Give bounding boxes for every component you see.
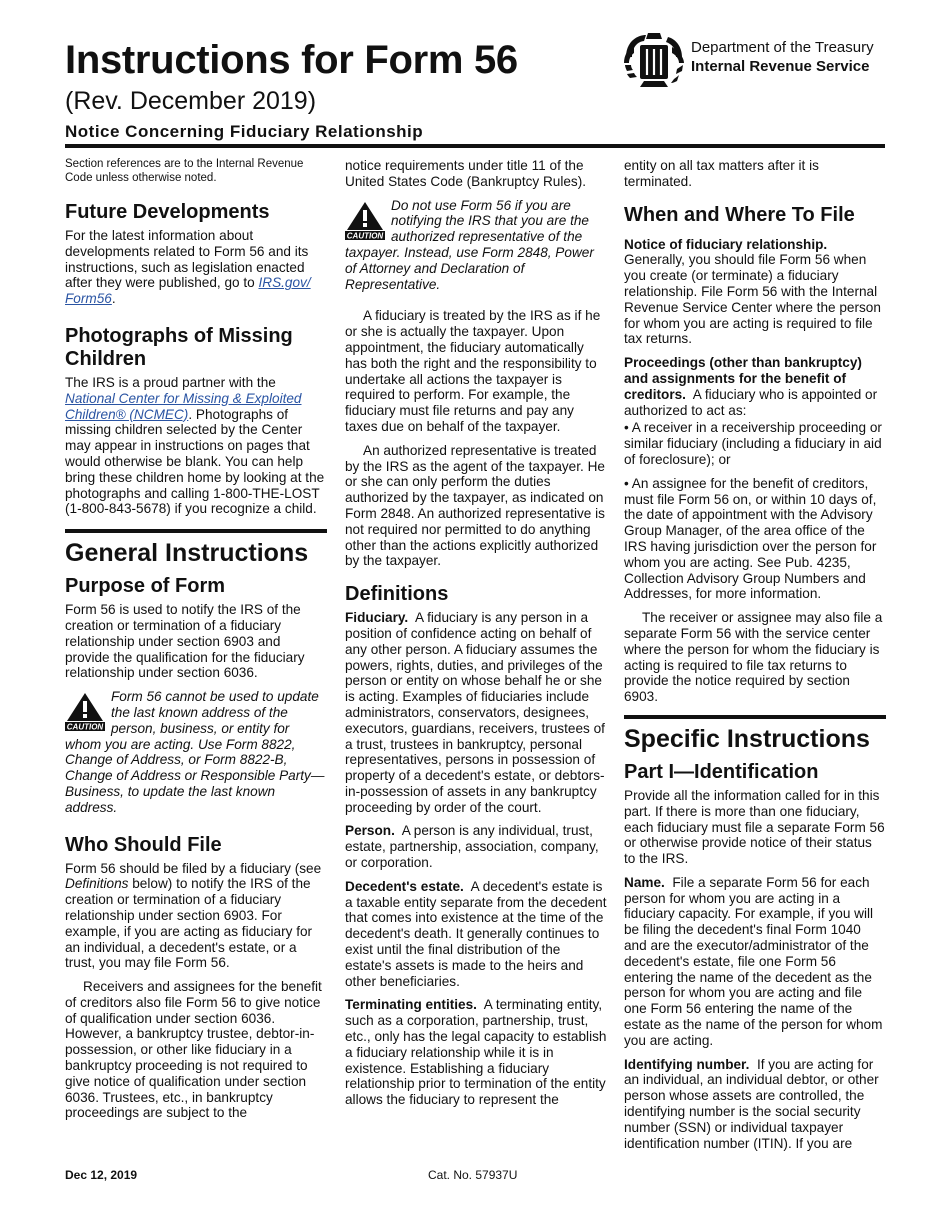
part1-text: Provide all the information called for in this part. If there is more than one fiduciary, each fiduciary must file a separate Form 56 or otherwise provide notice of their status to the IRS.	[624, 787, 885, 867]
who-should-file-text: Form 56 should be filed by a fiduciary (see Definitions below) to notify the IRS of the creation or termination of a fiduciary relationship under section 6903. For example, if you are acting as fiduciary for an individual, a decedent's estate, or a trust, you may file Form 56.	[65, 860, 322, 971]
receiver-assignee-text: The receiver or assignee may also file a separate Form 56 with the service center where the person for whom the fiduciary is acting is required to file tax returns to provide the notice required by section 6903.	[624, 610, 883, 705]
caution-label: CAUTION	[346, 231, 384, 240]
column-3	[624, 158, 886, 1159]
bankruptcy-rules-text: notice requirements under title 11 of the United States Code (Bankruptcy Rules).	[345, 158, 587, 189]
purpose-heading: Purpose of Form	[65, 575, 226, 598]
def-terminating-entities: Terminating entities. A terminating entity, such as a corporation, partnership, trust, etc., only has the legal capacity to establish a fiduciary relationship while it is in existence. Establishing a fiduciary relationship prior to termination of the entity allows the fiduciary to represent the	[345, 997, 607, 1108]
page-title: Instructions for Form 56	[65, 38, 518, 82]
header-rule	[65, 144, 885, 148]
column-2	[345, 158, 607, 1116]
fiduciary-treatment-text: A fiduciary is treated by the IRS as if he or she is actually the taxpayer. Upon appointment, the fiduciary automatically has both the right and the responsibility to undertake all actions the taxpayer is required to perform. For example, the fiduciary must file returns and pay any taxes due on behalf of the taxpayer.	[345, 308, 601, 434]
caution-label: CAUTION	[66, 722, 104, 732]
specific-instructions-heading: Specific Instructions	[624, 715, 886, 754]
bullet-receiver: • A receiver in a receivership proceeding or similar fiduciary (including a fiduciary in aid of foreclosure); or	[624, 420, 882, 467]
column-1	[65, 158, 327, 1129]
agency-department: Department of the Treasury	[691, 39, 874, 56]
revision-date: (Rev. December 2019)	[65, 87, 317, 115]
identifying-number-instruction: Identifying number. If you are acting for an individual, an individual debtor, or other person whose assets are controlled, the identifying number is the social security number (SSN) or individual taxpayer identification number (ITIN). If you are	[624, 1056, 879, 1151]
def-decedent-estate: Decedent's estate. A decedent's estate is a taxable entity separate from the decedent that comes into existence at the time of the decedent's death. It generally continues to exist until the final distribution of the estate's assets is made to the heirs and other beneficiaries.	[345, 878, 607, 989]
form-subtitle: Notice Concerning Fiduciary Relationship	[65, 122, 424, 141]
authorized-rep-text: An authorized representative is treated by the IRS as the agent of the taxpayer. He or she can only perform the duties authorized by the taxpayer, as indicated on Form 2848. An authorized representative is not required nor permitted to do anything other than the actions explicitly authorized by the taxpayer.	[345, 442, 605, 569]
name-instruction: Name. File a separate Form 56 for each person for whom you are acting in a fiduciary capacity. For example, if you will be filing the decedent's final Form 1040 and are the executor/administrator of the decedent's estate, file one Form 56 entering the name of the decedent as the person for whom you are acting and file one Form 56 entering the name of the estate as the name of the person for whom you are acting.	[624, 874, 883, 1048]
when-where-heading: When and Where To File	[624, 203, 855, 226]
agency-block	[691, 38, 874, 76]
terminated-cont-text: entity on all tax matters after it is terminated.	[624, 158, 819, 189]
proceedings-text: Proceedings (other than bankruptcy) and assignments for the benefit of creditors. A fiduciary who is appointed or authorized to act as:	[624, 355, 878, 418]
part1-identification-heading: Part I—Identification	[624, 760, 819, 783]
purpose-text: Form 56 is used to notify the IRS of the creation or termination of a fiduciary relationship under section 6903 and provide the qualification for the fiduciary relationship under section 6036.	[65, 602, 305, 681]
footer-cat-number: Cat. No. 57937U	[428, 1168, 518, 1182]
missing-children-text: The IRS is a proud partner with the National Center for Missing & Exploited Children® (NCMEC). Photographs of missing children selected by the Center may appear in instructions on pages that would otherwise be blank. You can help bring these children home by looking at the photographs and calling 1-800-THE-LOST (1-800-843-5678) if you recognize a child.	[65, 374, 325, 517]
caution-note-2: CAUTION Do not use Form 56 if you are notifying the IRS that you are the authorized representative of the taxpayer. Instead, use Form 2848, Power of Attorney and Declaration of Representative.	[345, 197, 594, 292]
general-instructions-heading: General Instructions	[65, 529, 327, 568]
future-developments-heading: Future Developments	[65, 201, 270, 223]
def-fiduciary: Fiduciary. A fiduciary is any person in a position of confidence acting on behalf of any other person. A fiduciary assumes the powers, rights, duties, and privileges of the person or entity on whose behalf he or she is acting. Examples of fiduciaries include administrators, conservators, designees, executors, guardians, receivers, trustees of a trust, trustees in bankruptcy, personal representatives, persons in possession of property of a decedent's estate, or debtors-in-possession of assets in any bankruptcy proceeding by order of the court.	[345, 610, 605, 815]
definitions-heading: Definitions	[345, 583, 449, 606]
caution-warning-icon	[345, 200, 385, 240]
caution-note-1: CAUTION Form 56 cannot be used to update the last known address of the person, business, or entity for whom you are acting. Use Form 8822, Change of Address, or Form 8822-B, Change of Address or Responsible Party—Business, to update the last known address.	[65, 689, 325, 815]
missing-children-heading: Photographs of Missing Children	[65, 324, 293, 370]
notice-fiduciary-text: Notice of fiduciary relationship. Generally, you should file Form 56 when you create (or terminate) a fiduciary relationship. File Form 56 with the Internal Revenue Service Center where the person for whom you are acting is required to file tax returns.	[624, 236, 881, 347]
future-developments-text: For the latest information about developments related to Form 56 and its instructions, such as legislation enacted after they were published, go to IRS.gov/ Form56.	[65, 228, 311, 307]
caution-warning-icon	[65, 691, 105, 731]
footer-date: Dec 12, 2019	[65, 1168, 138, 1182]
def-person: Person. A person is any individual, trust, estate, partnership, association, company, or corporation.	[345, 823, 599, 871]
irs-eagle-seal-icon	[622, 31, 686, 87]
irs-form56-link[interactable]: IRS.gov/ Form56	[65, 275, 311, 307]
receivers-text: Receivers and assignees for the benefit of creditors also file Form 56 to give notice of qualification under section 6036. However, a bankruptcy trustee, debtor-in-possession, or other like fiduciary in a bankruptcy proceeding is not required to give notice of qualification under section 6036. Trustees, etc., in bankruptcy proceedings are subject to the	[65, 979, 322, 1121]
who-should-file-heading: Who Should File	[65, 833, 222, 856]
intro-note: Section references are to the Internal Revenue Code unless otherwise noted.	[65, 158, 304, 184]
ncmec-link[interactable]: National Center for Missing & Exploited Children® (NCMEC)	[65, 390, 302, 422]
bullet-assignee: • An assignee for the benefit of creditors, must file Form 56 on, or within 10 days of, the date of appointment with the Advisory Group Manager, of the area office of the IRS having jurisdiction over the person for whom you are acting. See Pub. 4235, Collection Advisory Group Numbers and Addresses, for more information.	[624, 475, 877, 602]
agency-irs: Internal Revenue Service	[691, 58, 870, 75]
